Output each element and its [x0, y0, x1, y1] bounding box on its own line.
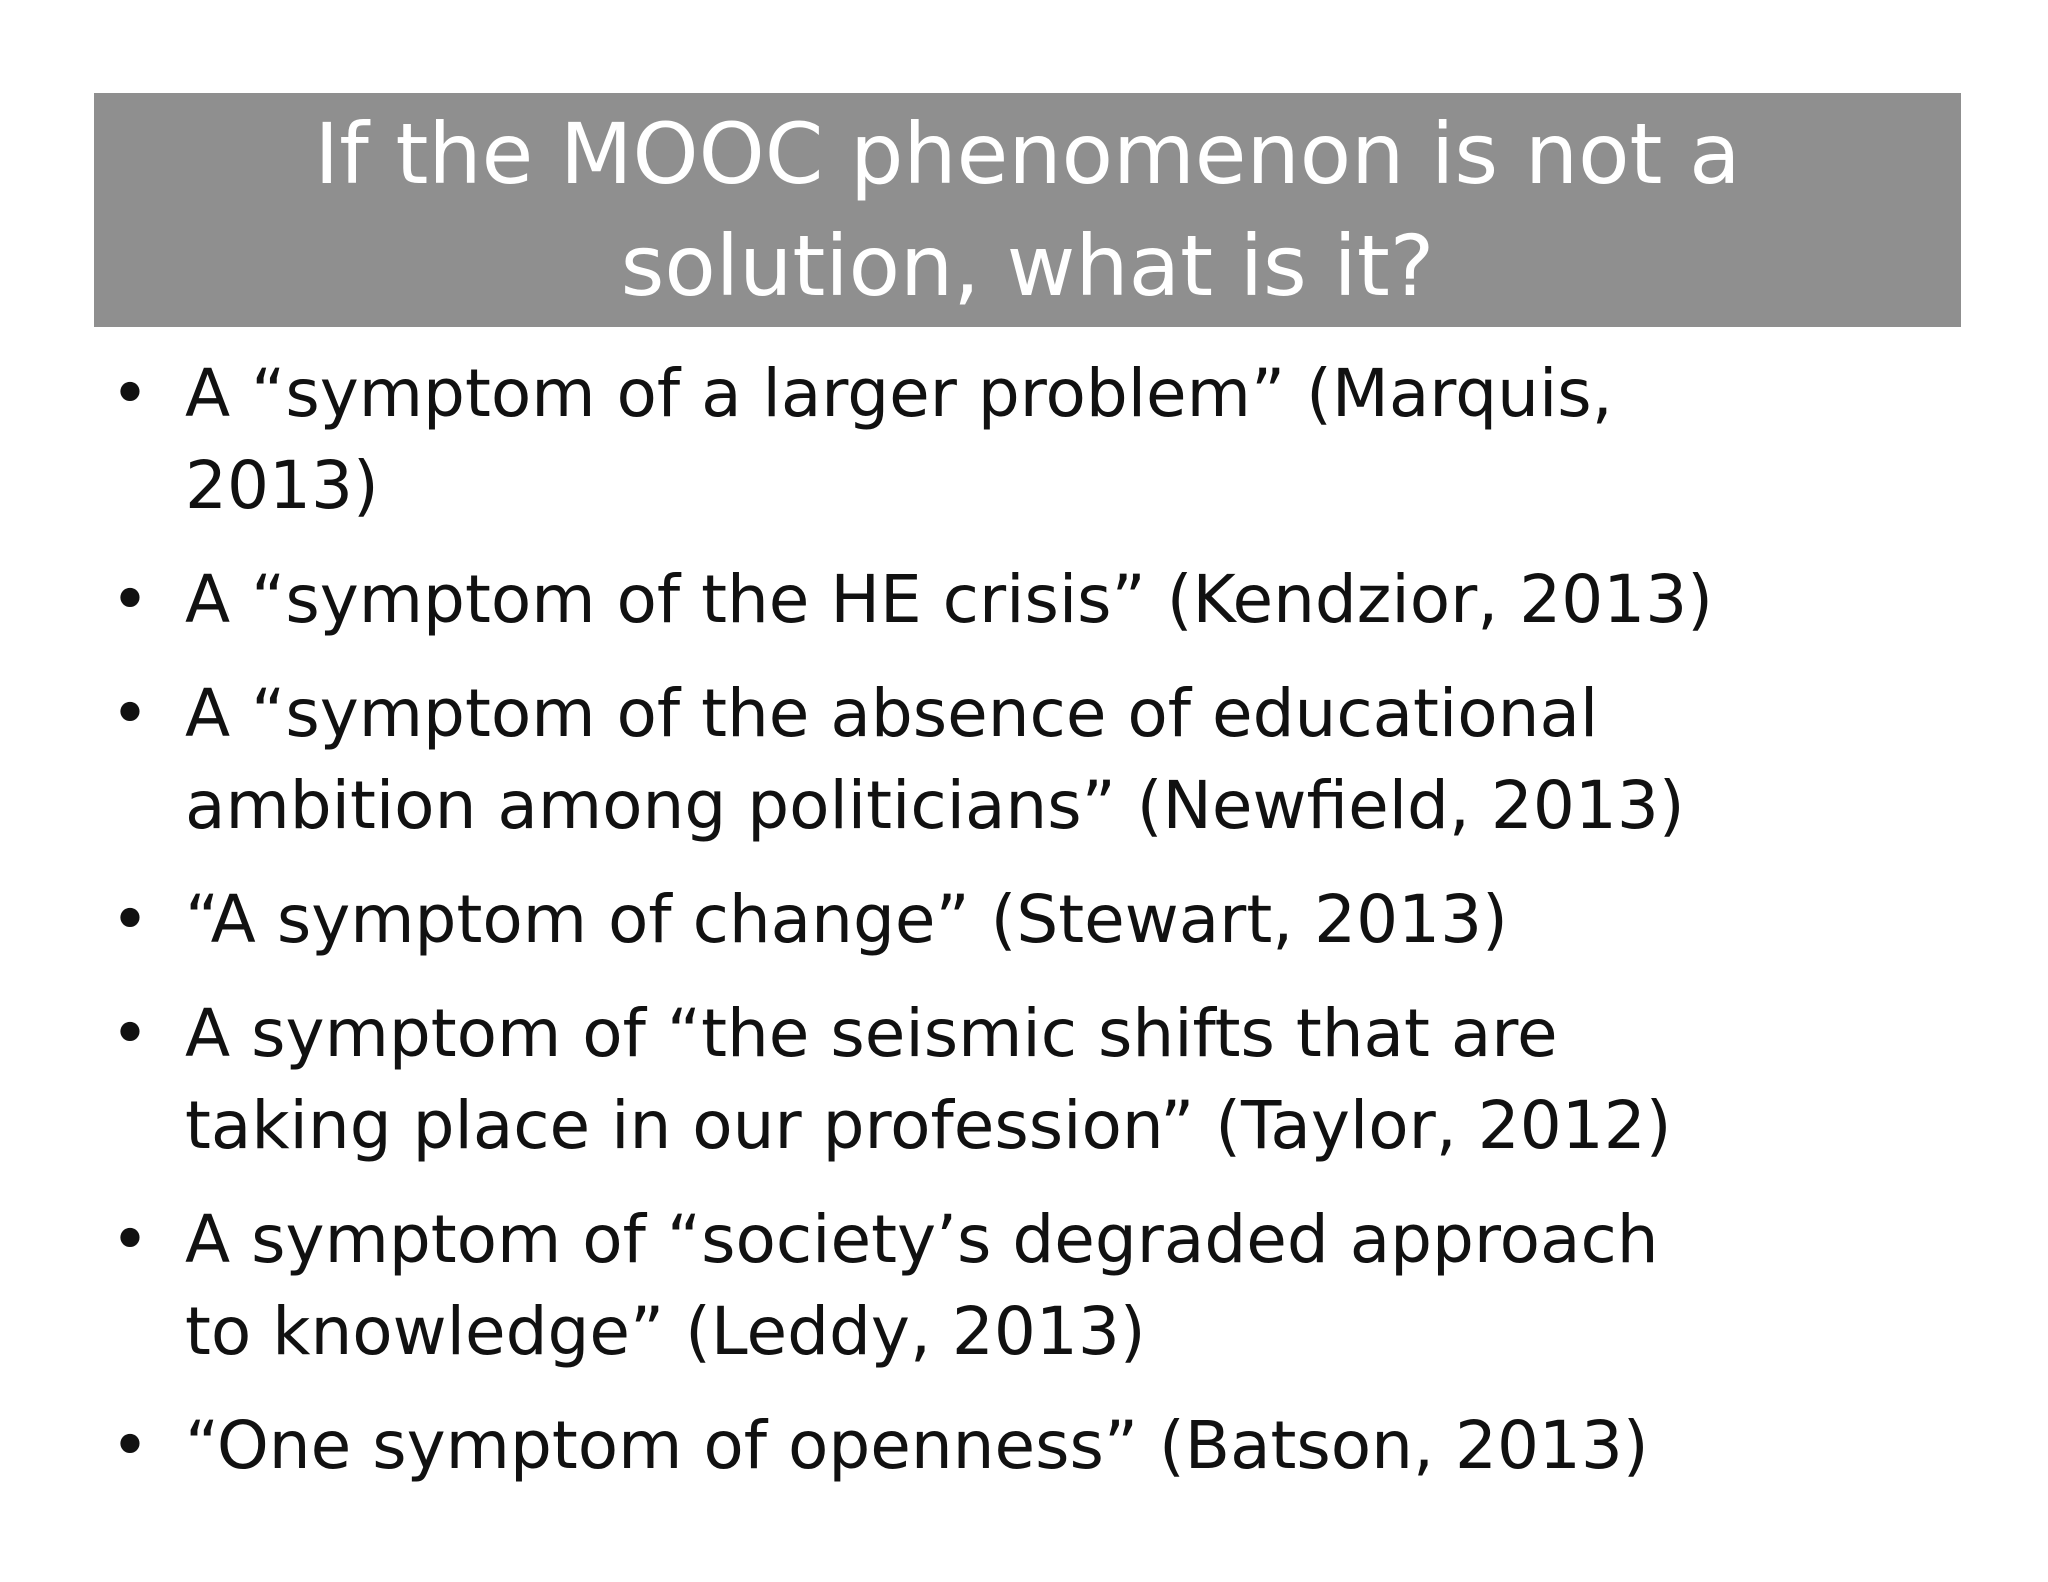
bullet-item [110, 988, 1980, 1172]
bullet-icon: • [110, 355, 150, 432]
bullet-text: “A symptom of change” (Stewart, 2013) [185, 881, 1508, 958]
bullet-icon: • [110, 995, 150, 1072]
bullet-text: A “symptom of the HE crisis” (Kendzior, 2013) [185, 561, 1713, 638]
title-bar [94, 93, 1961, 327]
bullet-item [110, 874, 1980, 966]
bullet-icon: • [110, 675, 150, 752]
bullet-text: A symptom of “society’s degraded approach to knowledge” (Leddy, 2013) [185, 1201, 1659, 1370]
bullet-item [110, 348, 1980, 532]
bullet-text: A “symptom of the absence of educational ambition among politicians” (Newfield, 2013) [185, 675, 1685, 844]
bullet-text: A “symptom of a larger problem” (Marquis, 2013) [185, 355, 1613, 524]
bullet-text: “One symptom of openness” (Batson, 2013) [185, 1407, 1649, 1484]
bullet-item [110, 668, 1980, 852]
bullet-text: A symptom of “the seismic shifts that are taking place in our profession” (Taylor, 2012) [185, 995, 1672, 1164]
bullet-icon: • [110, 1201, 150, 1278]
bullet-icon: • [110, 1407, 150, 1484]
slide-title: If the MOOC phenomenon is not a solution, what is it? [314, 105, 1741, 315]
bullet-item [110, 554, 1980, 646]
bullet-item [110, 1194, 1980, 1378]
bullet-list [110, 348, 1980, 1514]
bullet-item [110, 1400, 1980, 1492]
bullet-icon: • [110, 561, 150, 638]
bullet-icon: • [110, 881, 150, 958]
